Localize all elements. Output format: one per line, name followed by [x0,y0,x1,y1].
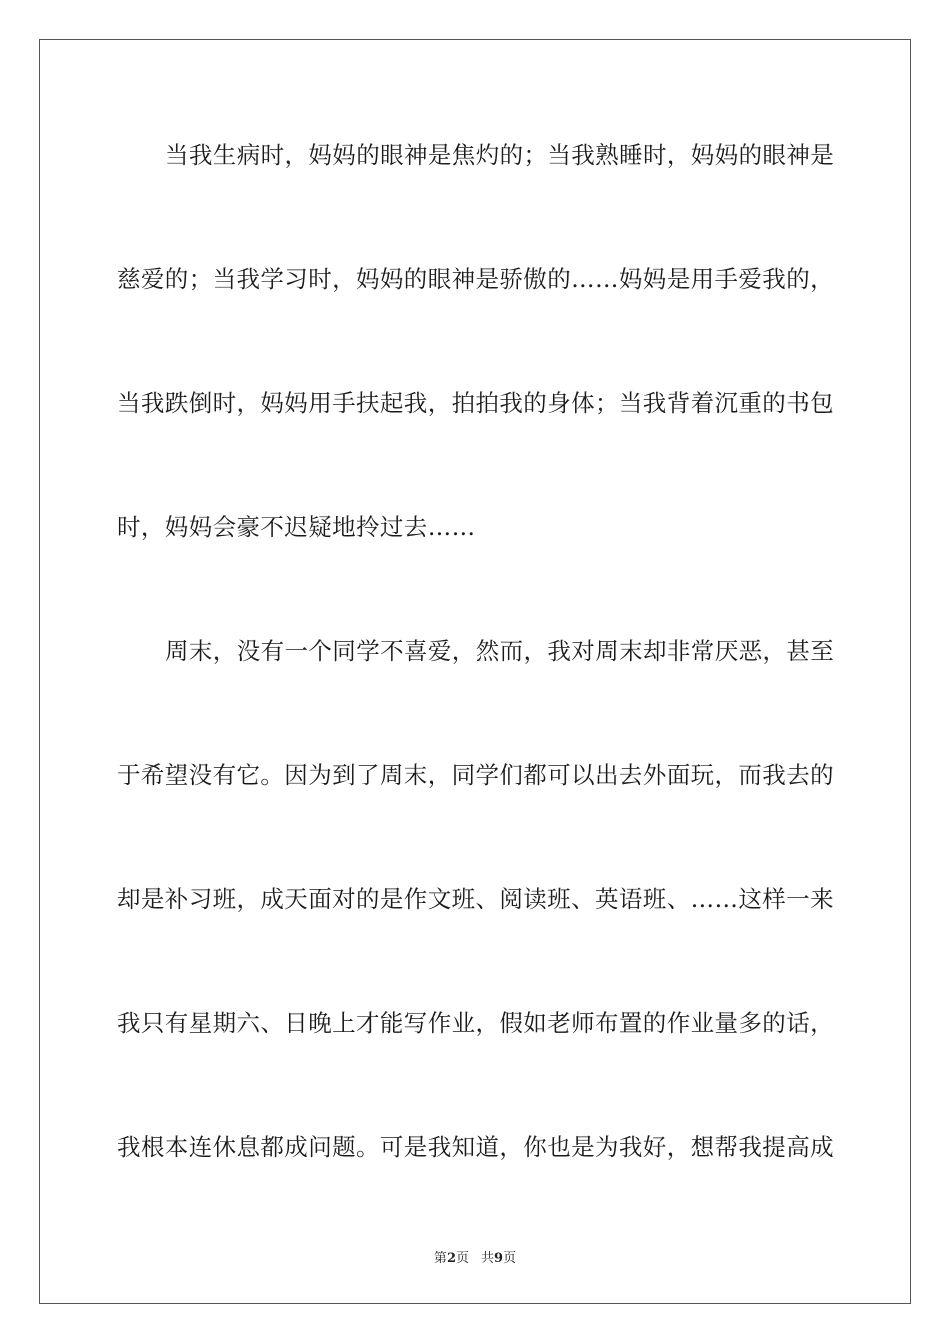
total-prefix: 共 [481,1251,495,1266]
paragraph-line: 时，妈妈会豪不迟疑地拎过去…… [117,513,476,541]
page-suffix: 页 [455,1251,469,1266]
paragraph-line: 我只有星期六、日晚上才能写作业，假如老师布置的作业量多的话， [117,1009,834,1037]
paragraph-line: 我根本连休息都成问题。可是我知道，你也是为我好，想帮我提高成 [117,1133,834,1161]
page-prefix: 第 [433,1251,447,1266]
paragraph-line: 当我生病时，妈妈的眼神是焦灼的；当我熟睡时，妈妈的眼神是 [165,141,835,169]
paragraph-line: 于希望没有它。因为到了周末，同学们都可以出去外面玩，而我去的 [117,761,834,789]
document-body [117,124,833,1240]
paragraph-line: 当我跌倒时，妈妈用手扶起我，拍拍我的身体；当我背着沉重的书包 [117,389,834,417]
page-footer [0,1247,950,1266]
total-pages: 9 [494,1251,504,1266]
total-suffix: 页 [503,1251,517,1266]
page-number: 2 [446,1251,456,1266]
paragraph-line: 却是补习班，成天面对的是作文班、阅读班、英语班、……这样一来 [117,885,834,913]
paragraph-line: 周末，没有一个同学不喜爱，然而，我对周末却非常厌恶，甚至 [165,637,835,665]
paragraph-line: 慈爱的；当我学习时，妈妈的眼神是骄傲的……妈妈是用手爱我的， [117,265,834,293]
